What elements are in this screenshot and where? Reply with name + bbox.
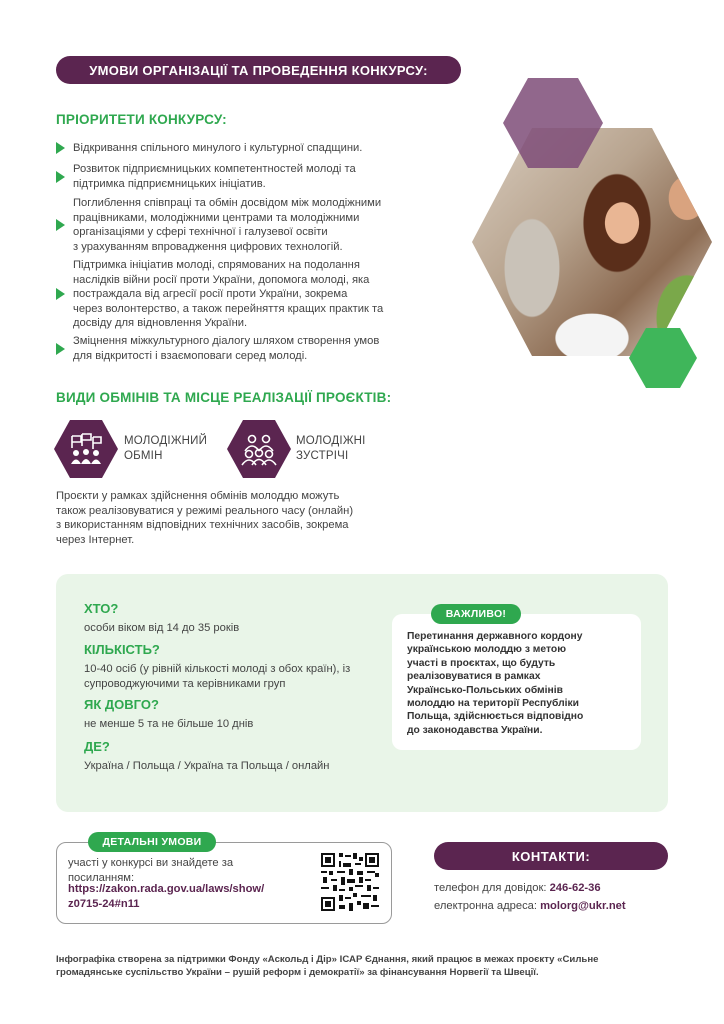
- priority-line: підтримка підприємницьких ініціатив.: [73, 177, 266, 190]
- exchange-type-line: ЗУСТРІЧІ: [296, 450, 349, 462]
- details-line: участі у конкурсі ви знайдете за: [68, 857, 234, 869]
- details-badge: ДЕТАЛЬНІ УМОВИ: [88, 832, 216, 852]
- details-text: [68, 856, 298, 885]
- exchange-type-line: МОЛОДІЖНИЙ: [124, 435, 208, 447]
- contact-email: [434, 900, 626, 912]
- exchange-type-line: МОЛОДІЖНІ: [296, 435, 366, 447]
- notice-line: українською молоддю з метою: [407, 644, 567, 656]
- priority-line: організаціями у сфері технічної і галузевої освіти: [73, 226, 328, 238]
- email-label: електронна адреса:: [434, 900, 537, 912]
- group-flags-icon-glyph: [67, 432, 105, 466]
- link-line[interactable]: z0715-24#n11: [68, 897, 140, 910]
- priority-line: Відкривання спільного минулого і культурної спадщини.: [73, 142, 363, 154]
- group-flags-icon: [54, 420, 118, 478]
- qr-code-icon[interactable]: [321, 853, 379, 911]
- footer-line: Інфографіка створена за підтримки Фонду «Аскольд і Дір» ІСАР Єднання, який працює в межах проєкту «Сильне: [56, 954, 599, 965]
- notice-line: молоддю на території Республіки: [407, 698, 579, 710]
- exchange-types-heading: ВИДИ ОБМІНІВ ТА МІСЦЕ РЕАЛІЗАЦІЇ ПРОЄКТІВ:: [56, 390, 392, 405]
- contacts-heading: [434, 842, 668, 870]
- priority-line: працівниками, молодіжними центрами та молодіжними: [73, 211, 360, 224]
- contacts-heading-text: КОНТАКТИ:: [511, 848, 591, 864]
- link-line[interactable]: https://zakon.rada.gov.ua/laws/show/: [68, 883, 265, 895]
- priority-line: Підтримка ініціатив молоді, спрямованих на подолання: [73, 259, 360, 271]
- email-address[interactable]: molorg@ukr.net: [540, 900, 626, 912]
- bullet-arrow-icon: [56, 171, 65, 183]
- details-line: посиланням:: [68, 871, 135, 884]
- answer-line: Україна / Польща / Україна та Польща / онлайн: [84, 760, 330, 772]
- text-line: через Інтернет.: [56, 533, 135, 546]
- notice-line: до законодавства України.: [407, 724, 543, 736]
- who-question: ХТО?: [84, 601, 119, 616]
- exchange-type-line: ОБМІН: [124, 450, 163, 462]
- phone-number[interactable]: 246-62-36: [549, 882, 601, 894]
- people-group-icon: [227, 420, 291, 478]
- priority-line: Зміцнення міжкультурного діалогу шляхом створення умов: [73, 335, 380, 347]
- count-answer: [84, 662, 384, 691]
- bullet-arrow-icon: [56, 219, 65, 231]
- notice-line: Польща, здійснюється відповідно: [407, 711, 584, 723]
- bullet-arrow-icon: [56, 343, 65, 355]
- notice-line: Перетинання державного кордону: [407, 631, 583, 642]
- text-line: з використанням відповідних технічних засобів, зокрема: [56, 519, 349, 531]
- exchange-type-label: [296, 434, 366, 464]
- bullet-arrow-icon: [56, 142, 65, 154]
- priority-item: [56, 258, 433, 331]
- answer-line: не менше 5 та не більше 10 днів: [84, 718, 254, 730]
- priority-line: постраждала від агресії росії проти України, зокрема: [73, 288, 348, 300]
- important-notice-text: [407, 630, 632, 737]
- priority-item: [56, 334, 433, 363]
- bullet-arrow-icon: [56, 288, 65, 300]
- duration-answer: [84, 717, 384, 732]
- answer-line: супроводжуючими та керівниками груп: [84, 677, 286, 690]
- online-implementation-text: [56, 489, 401, 547]
- priority-item: [56, 162, 433, 191]
- priority-line: Розвиток підприємницьких компетентностей молоді та: [73, 163, 356, 175]
- priority-line: з урахуванням впровадження цифрових технологій.: [73, 240, 343, 253]
- priority-line: через волонтерство, а також перейняття кращих практик та: [73, 302, 384, 315]
- priority-line: наслідків війни росії проти України, допомога молоді, яка: [73, 273, 370, 286]
- priority-line: досвіду для відновлення України.: [73, 317, 248, 329]
- footer-credits: [56, 953, 668, 979]
- notice-line: Українсько-Польських обмінів: [407, 684, 563, 696]
- answer-line: 10-40 осіб (у рівній кількості молоді з обох країн), із: [84, 663, 351, 675]
- where-question: ДЕ?: [84, 739, 110, 754]
- count-question: КІЛЬКІСТЬ?: [84, 642, 160, 657]
- people-group-icon-glyph: [240, 432, 278, 466]
- who-answer: [84, 621, 384, 636]
- priority-item: [56, 141, 433, 156]
- text-line: також реалізовуватися у режимі реального часу (онлайн): [56, 504, 354, 517]
- notice-line: участі в проєктах, що будуть: [407, 657, 556, 669]
- students-photo: [472, 128, 712, 356]
- footer-line: громадянське суспільство України – рушій реформ і демократії» за фінансування Норвегії та Швеції.: [56, 967, 539, 978]
- priority-line: для відкритості і взаємоповаги серед молоді.: [73, 349, 308, 362]
- duration-question: ЯК ДОВГО?: [84, 697, 159, 712]
- important-badge: ВАЖЛИВО!: [431, 604, 521, 624]
- exchange-type-label: [124, 434, 207, 464]
- where-answer: [84, 759, 384, 774]
- details-link[interactable]: [68, 882, 308, 911]
- answer-line: особи віком від 14 до 35 років: [84, 622, 240, 634]
- priority-item: [56, 196, 433, 254]
- priority-line: Поглиблення співпраці та обмін досвідом між молодіжними: [73, 197, 382, 209]
- phone-label: телефон для довідок:: [434, 882, 547, 894]
- priorities-heading: ПРІОРИТЕТИ КОНКУРСУ:: [56, 112, 227, 127]
- text-line: Проєкти у рамках здійснення обмінів молоддю можуть: [56, 490, 340, 502]
- section-title-text: УМОВИ ОРГАНІЗАЦІЇ ТА ПРОВЕДЕННЯ КОНКУРСУ:: [89, 62, 428, 78]
- section-title-conditions: [56, 56, 461, 84]
- notice-line: реалізовуватися в рамках: [407, 671, 541, 683]
- contact-phone: [434, 882, 601, 894]
